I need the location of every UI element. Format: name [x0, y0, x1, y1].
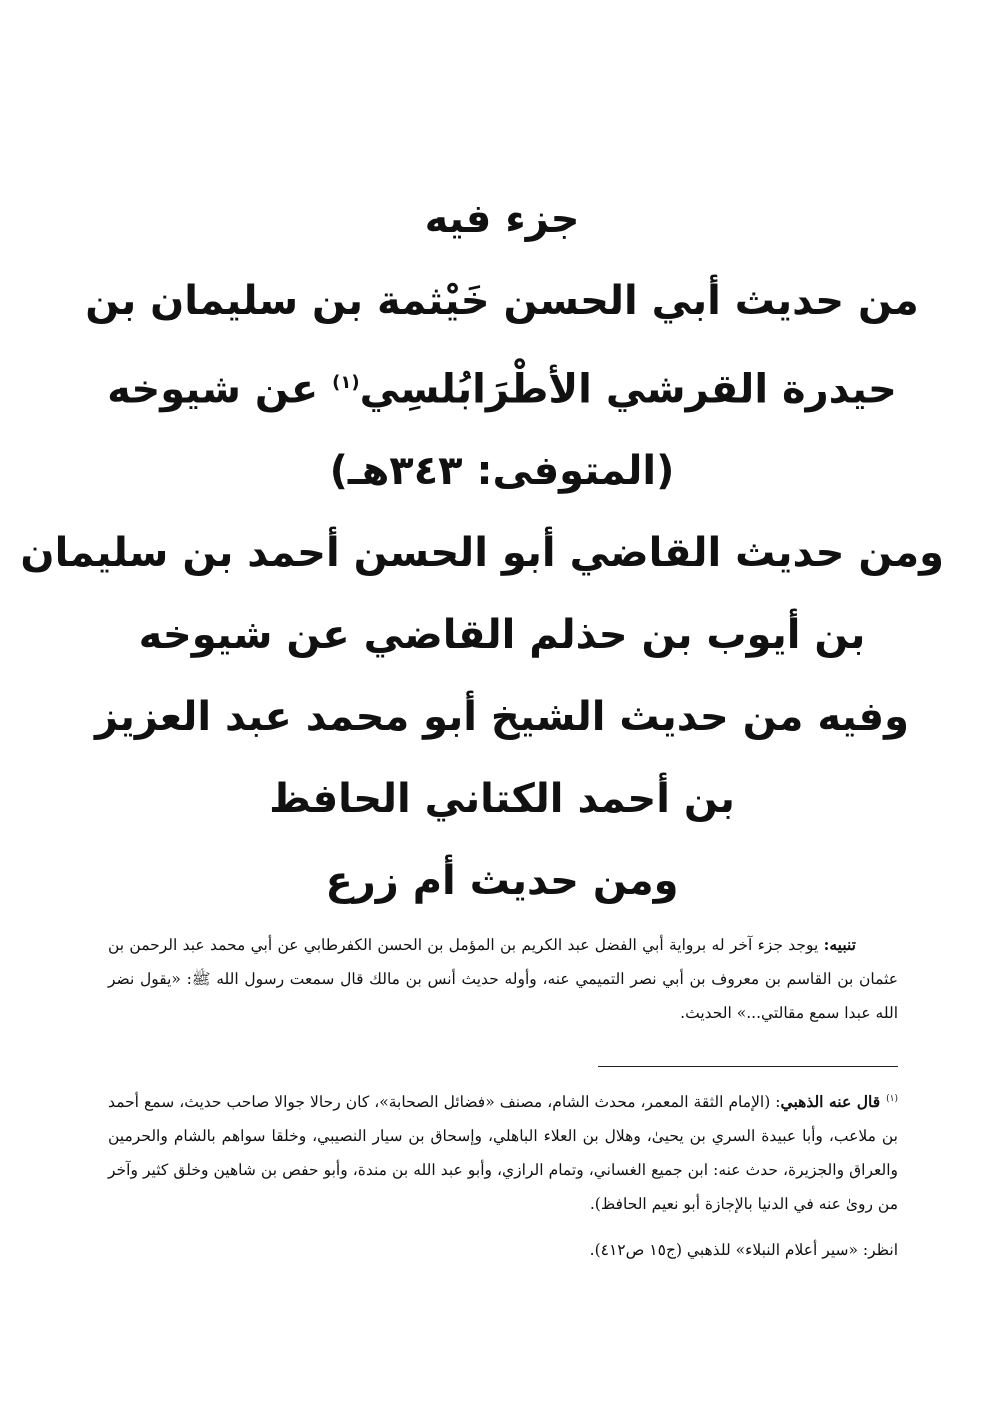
footnote-reference: (١)	[332, 372, 360, 393]
title-line-3-tail: عن شيوخه	[107, 366, 319, 413]
footnotes	[108, 1082, 898, 1267]
title-line-5: ومن حديث القاضي أبو الحسن أحمد بن سليمان	[20, 530, 944, 577]
title-line-6: بن أيوب بن حذلم القاضي عن شيوخه	[138, 612, 866, 659]
footnote-marker: (١)	[886, 1094, 899, 1104]
footnote-label: قال عنه الذهبي	[780, 1092, 881, 1112]
title-line-9: ومن حديث أم زرع	[325, 858, 679, 905]
title-line-3	[60, 342, 944, 430]
footnote-1	[108, 1082, 898, 1221]
title-line-2: من حديث أبي الحسن خَيْثمة بن سليمان بن	[85, 278, 919, 324]
title-line-4: (المتوفى: ٣٤٣هـ)	[329, 448, 675, 495]
footnote-reference-line: انظر: «سير أعلام النبلاء» للذهبي (ج١٥ ص٤١٢).	[589, 1241, 898, 1260]
book-title	[20, 178, 944, 922]
title-line-7: وفيه من حديث الشيخ أبو محمد عبد العزيز	[95, 694, 909, 741]
title-line-3-main: حيدرة القرشي الأطْرَابُلسِي	[359, 366, 897, 413]
footnote-separator	[598, 1066, 898, 1067]
title-line-8: بن أحمد الكتاني الحافظ	[269, 776, 735, 823]
note-text: يوجد جزء آخر له برواية أبي الفضل عبد الكريم بن المؤمل بن الحسن الكفرطابي عن أبي محمد عبد الرحمن بن عثمان بن القاسم بن معروف بن أبي نصر التميمي عنه، وأوله حديث أنس بن مالك قال سمعت رسول الله ﷺ: «يقول نضر الله عبدا سمع مقالتي...» الحديث.	[108, 935, 898, 1022]
note-label: تنبيه:	[823, 934, 856, 954]
note-paragraph	[108, 928, 898, 1030]
footnote-text: : (الإمام الثقة المعمر، محدث الشام، مصنف «فضائل الصحابة»، كان رحالا جوالا صاحب حديث، سمع أحمد بن ملاعب، وأبا عبيدة السري بن يحيىٰ، وهلال بن العلاء الباهلي، وإسحاق بن سيار النصيبي، وخلقا سواهم بالشام والحرمين والعراق والجزيرة، حدث عنه: ابن جميع الغساني، وتمام الرازي، وأبو عبد الله بن مندة، وأبو حفص بن شاهين وخلق كثير وآخر من روىٰ عنه في الدنيا بالإجازة أبو نعيم الحافظ).	[108, 1093, 898, 1214]
title-line-1: جزء فيه	[424, 196, 580, 242]
